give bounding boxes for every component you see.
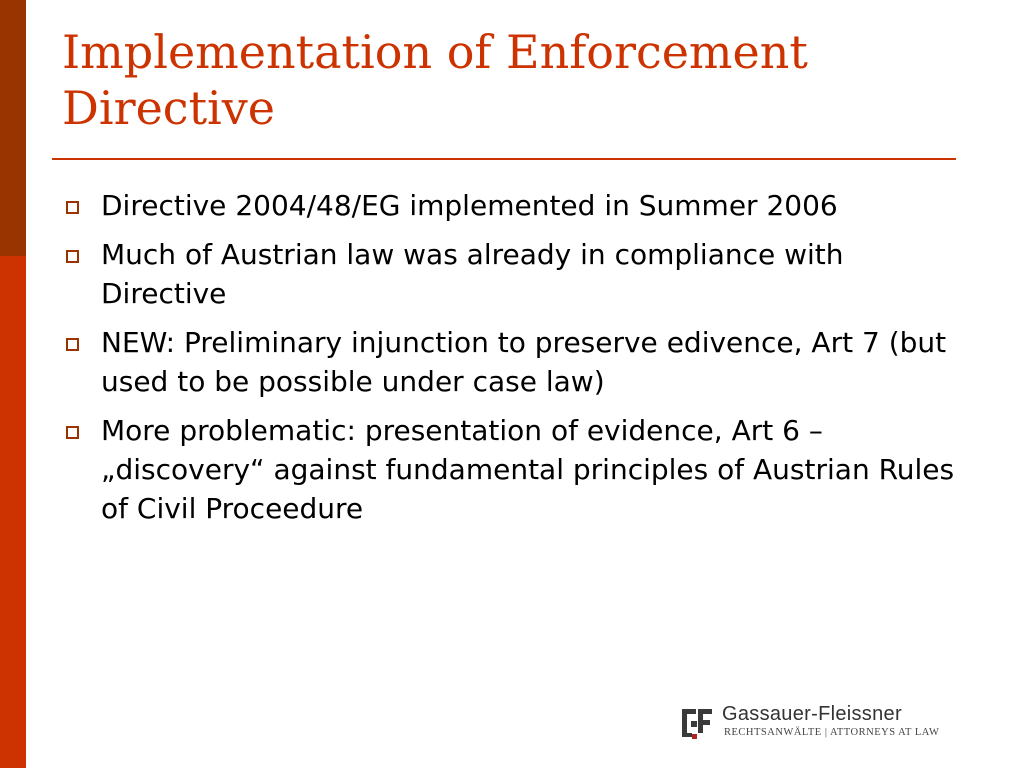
bullet-text: Much of Austrian law was already in compliance with Directive [101,238,844,310]
firm-tagline: RECHTSANWÄLTE | ATTORNEYS AT LAW [724,727,940,738]
firm-logo [680,704,1000,744]
bullet-item [66,411,966,528]
bullet-item [66,186,966,225]
square-bullet-icon [66,250,79,263]
side-bar-bottom [0,256,26,768]
gf-logo-icon [680,706,714,740]
slide-title: Implementation of Enforcement Directive [62,25,808,135]
title-divider [52,158,956,160]
bullet-item [66,323,966,401]
bullet-list [66,186,966,538]
firm-name: Gassauer-Fleissner [722,703,902,725]
square-bullet-icon [66,338,79,351]
square-bullet-icon [66,426,79,439]
square-bullet-icon [66,201,79,214]
side-bar-top [0,0,26,256]
bullet-text: More problematic: presentation of evidence, Art 6 –„discovery“ against fundamental principles of Austrian Rules of Civil Proceedure [101,414,955,525]
bullet-item [66,235,966,313]
bullet-text: Directive 2004/48/EG implemented in Summer 2006 [101,189,838,222]
bullet-text: NEW: Preliminary injunction to preserve edivence, Art 7 (but used to be possible under case law) [101,326,947,398]
